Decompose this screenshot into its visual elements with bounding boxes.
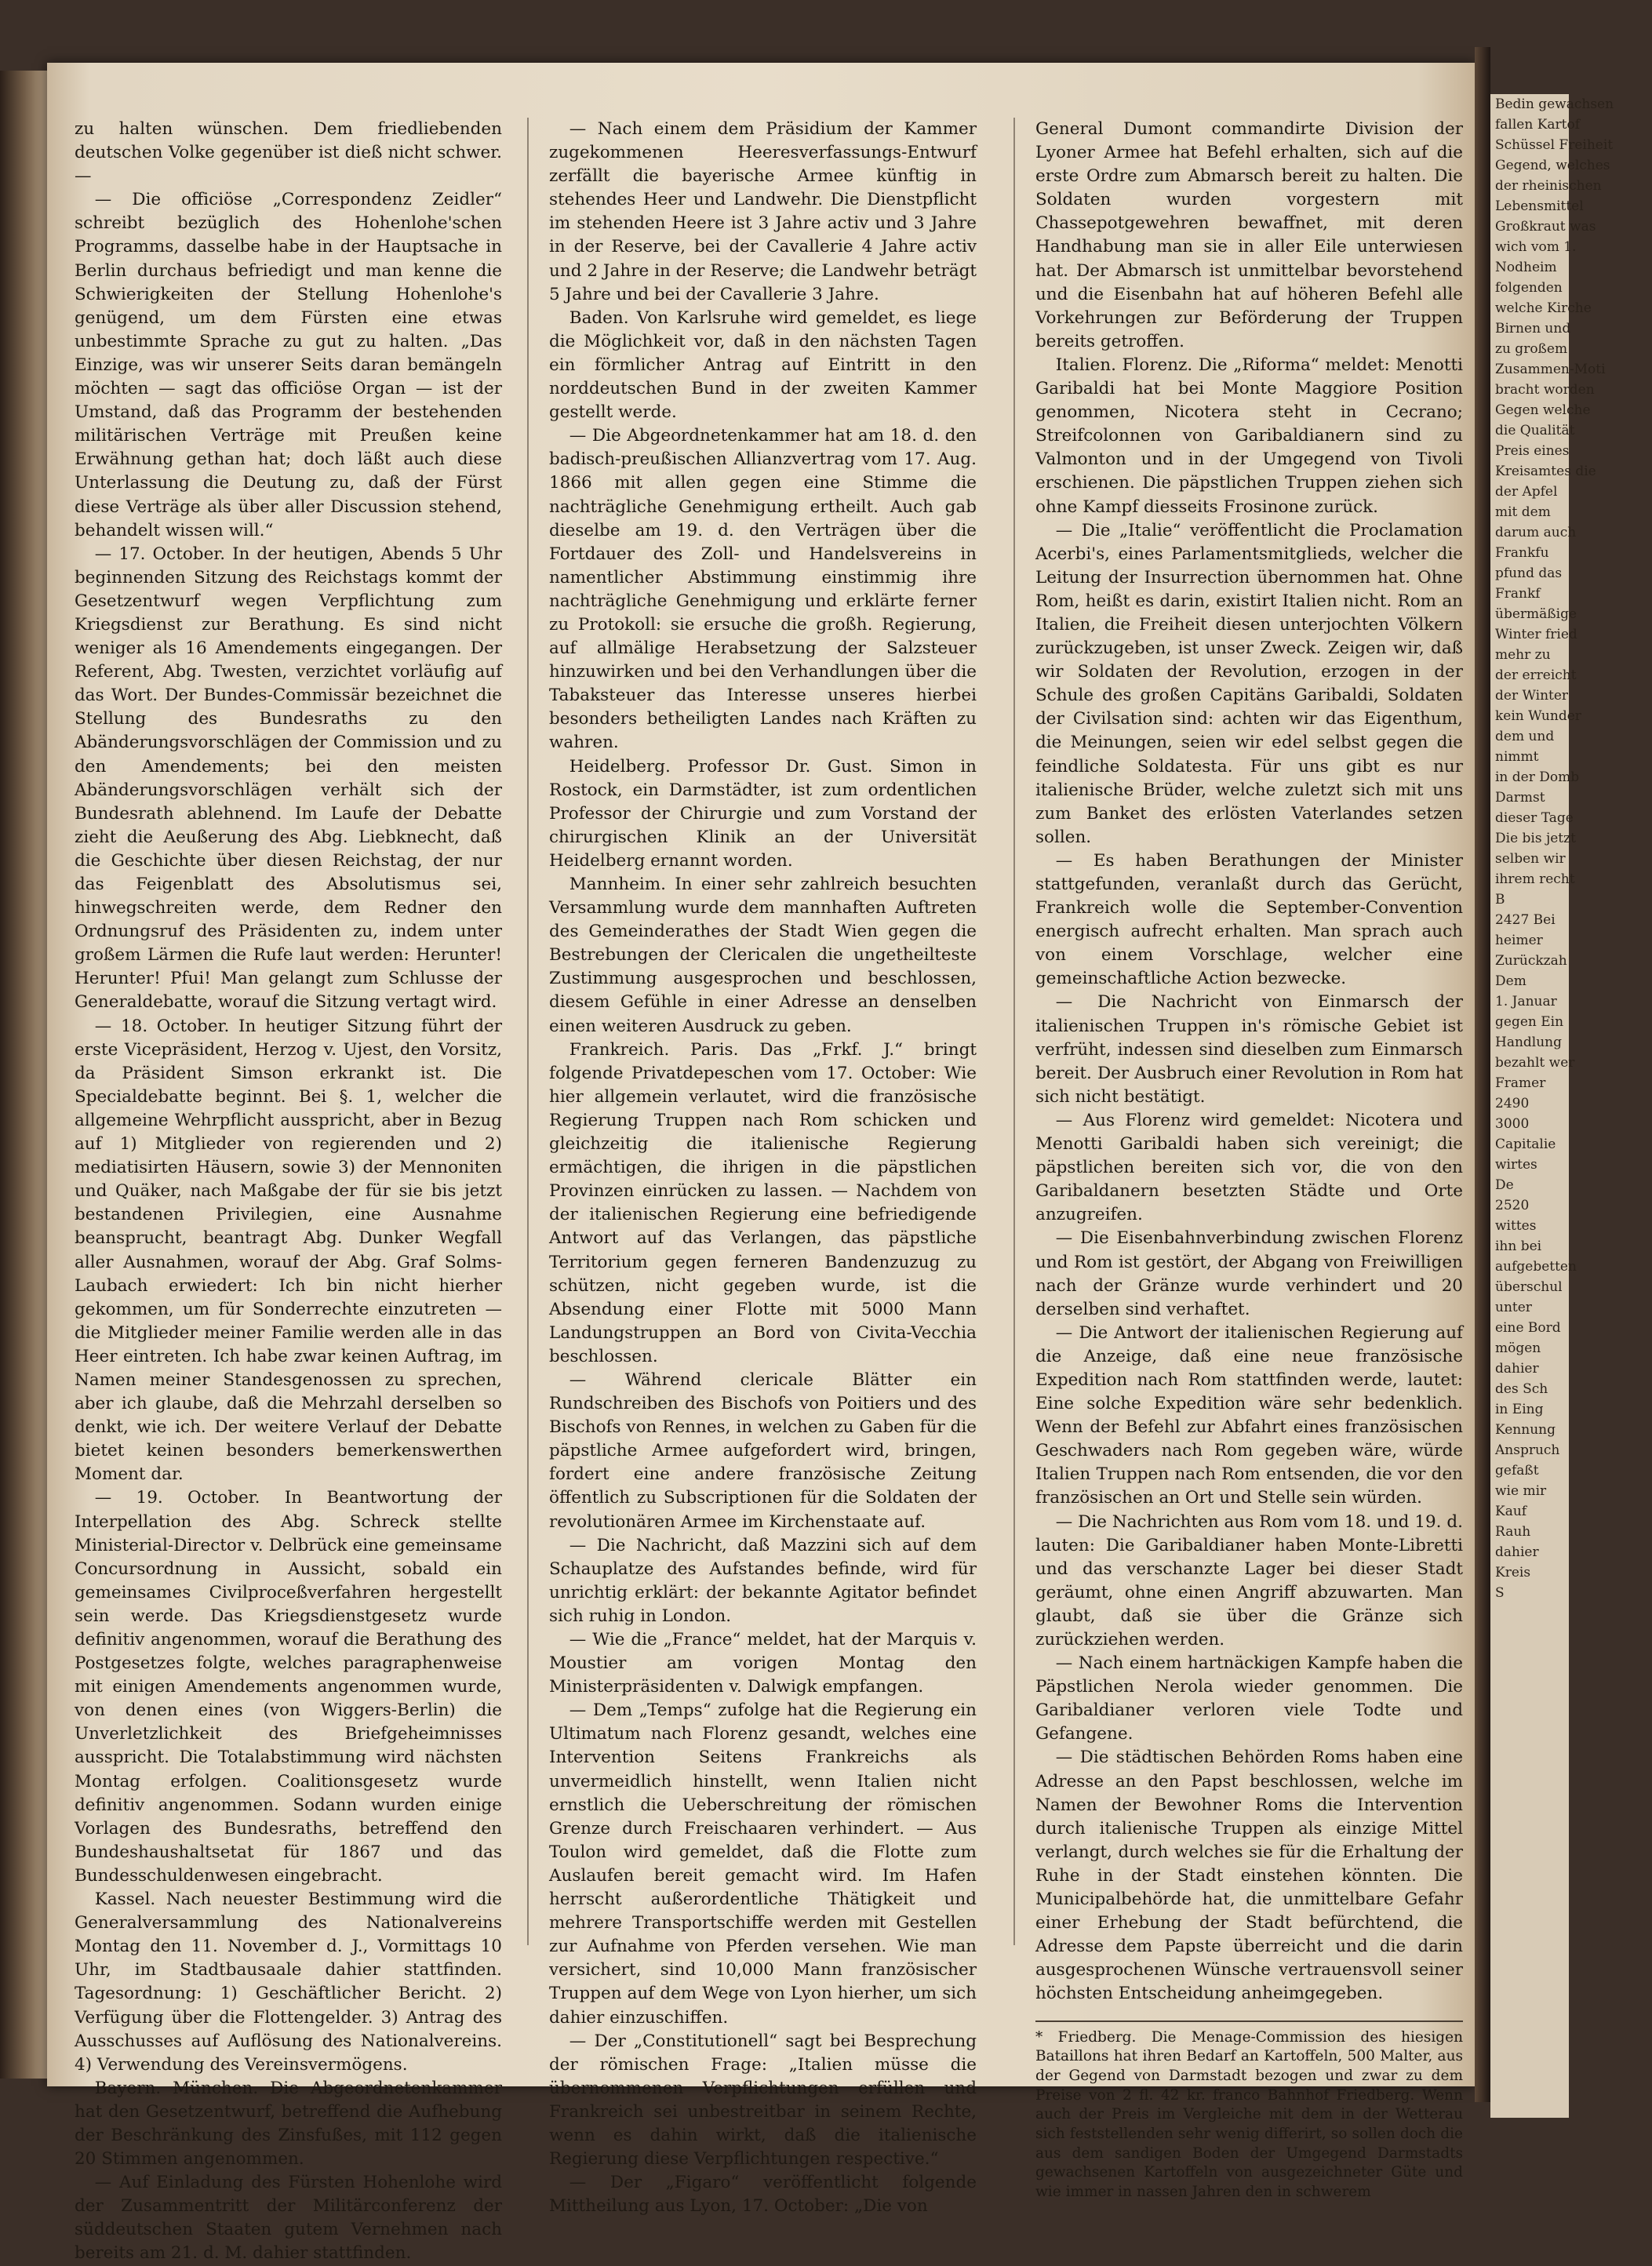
adjacent-page-fragment: Gegen welche: [1495, 402, 1591, 418]
article-paragraph: — Nach einem dem Präsidium der Kammer zugekommenen Heeresverfassungs-Entwurf zerfällt die bayerische Armee künftig in stehendes Heer und Landwehr. Die Dienstpflicht im stehenden Heere ist 3 Jahre activ und 3 Jahre in der Reserve, bei der Cavallerie 4 Jahre activ und 2 Jahre in der Reserve; die Landwehr beträgt 5 Jahre und bei der Cavallerie 3 Jahre.: [549, 119, 977, 304]
gutter: [1475, 47, 1490, 2102]
adjacent-page-fragment: 2427 Bei: [1495, 912, 1556, 928]
article-paragraph: zu halten wünschen. Dem friedliebenden deutschen Volke gegenüber ist dieß nicht schwer. —: [75, 119, 502, 187]
adjacent-page-fragment: Preis eines: [1495, 443, 1570, 459]
adjacent-page-fragment: überschul: [1495, 1279, 1563, 1295]
article-paragraph: Mannheim. In einer sehr zahlreich besuchten Versammlung wurde dem mannhaften Auftreten des Gemeinderathes der Stadt Wien gegen die Bestrebungen der Clericalen die ungetheilteste Zustimmung ausgesprochen und beschlossen, diesem Gefühle in einer Adresse an denselben einen weiteren Ausdruck zu geben.: [549, 875, 977, 1036]
article-paragraph: — Die Nachricht, daß Mazzini sich auf dem Schauplatze des Aufstandes befinde, wird für unrichtig erklärt: der bekannte Agitator befindet sich ruhig in London.: [549, 1535, 977, 1626]
article-paragraph: — Die Nachricht von Einmarsch der italienischen Truppen in's römische Gebiet ist verfrüht, indessen sind dieselben zum Einmarsch bereit. Der Ausbruch einer Revolution in Rom hat sich nicht bestätigt.: [1035, 992, 1463, 1107]
adjacent-page-fragment: bezahlt wer: [1495, 1055, 1575, 1071]
adjacent-page-fragment: dahier: [1495, 1361, 1539, 1377]
adjacent-page-fragment: wittes: [1495, 1218, 1537, 1234]
adjacent-page-fragment: Darmst: [1495, 790, 1545, 806]
footnote: * Friedberg. Die Menage-Commission des hiesigen Bataillons hat ihren Bedarf an Kartoffeln, 500 Malter, aus der Gegend von Darmstadt bezogen und zwar zu dem Preise von 2 fl. 42 kr. franco Bahnhof Friedberg. Wenn auch der Preis im Vergleiche mit dem in der Wetterau sich feststellenden sehr wenig differirt, so sollen doch die aus dem sandigen Boden der Umgegend Darmstadts gewachsenen Kartoffeln von ausgezeichneter Güte und wie immer in nassen Jahren den in schwerem: [1035, 2020, 1463, 2202]
adjacent-page-fragment: De: [1495, 1177, 1514, 1193]
adjacent-page-fragment: Nodheim: [1495, 260, 1557, 275]
article-paragraph: — Nach einem hartnäckigen Kampfe haben die Päpstlichen Nerola wieder genommen. Die Garibaldianer verloren viele Todte und Gefangene.: [1035, 1653, 1463, 1744]
article-paragraph: — Die Antwort der italienischen Regierung auf die Anzeige, daß eine neue französische Expedition nach Rom stattfinden werde, lautet: Eine solche Expedition wäre sehr bedenklich. Wenn der Befehl zur Abfahrt eines französischen Geschwaders nach Rom gegeben wäre, würde Italien Truppen nach Rom entsenden, die vor den französischen an Ort und Stelle sein würden.: [1035, 1322, 1463, 1508]
article-paragraph: General Dumont commandirte Division der Lyoner Armee hat Befehl erhalten, sich auf die erste Ordre zum Abmarsch bereit zu halten. Die Soldaten wurden vorgestern mit Chassepotgewehren bewaffnet, mit deren Handhabung man sie in aller Eile unterwiesen hat. Der Abmarsch ist unmittelbar bevorstehend und die Eisenbahn hat auf höheren Befehl alle Vorkehrungen zur Beförderung der Truppen bereits getroffen.: [1035, 119, 1463, 351]
adjacent-page-fragment: darum auch: [1495, 525, 1577, 540]
article-paragraph: — Dem „Temps“ zufolge hat die Regierung ein Ultimatum nach Florenz gesandt, welches eine Intervention Seitens Frankreichs als unvermeidlich hinstellt, wenn Italien nicht ernstlich die Ueberschreitung der römischen Grenze durch Freischaaren verhindert. — Aus Toulon wird gemeldet, daß die Flotte zum Auslaufen bereit gemacht wird. Im Hafen herrscht außerordentliche Thätigkeit und mehrere Transportschiffe werden mit Gestellen zur Aufnahme von Pferden versehen. Wie man versichert, sind 10,000 Mann französischer Truppen auf dem Wege von Lyon hierher, um sich dahier einzuschiffen.: [549, 1700, 977, 2028]
adjacent-page-fragment: Zusammen-Moti: [1495, 362, 1606, 377]
adjacent-page-fragment: in Eing: [1495, 1402, 1544, 1417]
article-paragraph: — 18. October. In heutiger Sitzung führt der erste Vicepräsident, Herzog v. Ujest, den Vorsitz, da Präsident Simson erkrankt ist. Die Specialdebatte beginnt. Bei §. 1, welcher die allgemeine Wehrpflicht ausspricht, aber in Bezug auf 1) Mitglieder von regierenden und 2) mediatisirten Häusern, sowie 3) der Mennoniten und Quäker, nach Maßgabe der für sie bis jetzt bestandenen Privilegien, eine Ausnahme beansprucht, beantragt Abg. Dunker Wegfall aller Ausnahmen, worauf der Abg. Graf Solms-Laubach erwiedert: Ich bin nicht hierher gekommen, um für Sonderrechte einzutreten — die Mitglieder meiner Familie werden alle in das Heer eintreten. Ich habe zwar keinen Auftrag, im Namen meiner Standesgenossen zu sprechen, aber ich glaube, daß die Mehrzahl derselben so denkt, wie ich. Der weitere Verlauf der Debatte bietet keinen besonders bemerkenswerthen Moment dar.: [75, 1016, 502, 1485]
adjacent-page-fragment: ihn bei: [1495, 1238, 1542, 1254]
article-paragraph: — Die Eisenbahnverbindung zwischen Florenz und Rom ist gestört, der Abgang von Freiwilligen nach der Gränze wurde verhindert und 20 derselben sind verhaftet.: [1035, 1228, 1463, 1319]
adjacent-page-fragment: 3000: [1495, 1116, 1530, 1132]
article-paragraph: — Der „Constitutionell“ sagt bei Besprechung der römischen Frage: „Italien müsse die übernommenen Verpflichtungen erfüllen und Frankreich sei unbestreitbar in seinem Rechte, wenn es dahin wirkt, daß die italienische Regierung diese Verpflichtungen respective.“: [549, 2031, 977, 2170]
column-rule: [1013, 118, 1015, 1945]
article-paragraph: Frankreich. Paris. Das „Frkf. J.“ bringt folgende Privatdepeschen vom 17. October: Wie hier allgemein verlautet, wird die französische Regierung Truppen nach Rom schicken und gleichzeitig die italienische Regierung ermächtigen, die ihrigen in die päpstlichen Provinzen einrücken zu lassen. — Nachdem von der italienischen Regierung eine befriedigende Antwort auf das Verlangen, das päpstliche Territorium gegen ferneren Bandenzuzug zu schützen, nicht gegeben wurde, ist die Absendung einer Flotte mit 5000 Mann Landungstruppen an Bord von Civita-Vecchia beschlossen.: [549, 1039, 977, 1366]
adjacent-page-fragment: aufgebetten: [1495, 1259, 1577, 1275]
article-paragraph: — Aus Florenz wird gemeldet: Nicotera und Menotti Garibaldi haben sich vereinigt; die päpstlichen bereiten sich vor, die von den Garibaldanern besetzten Städte und Orte anzugreifen.: [1035, 1110, 1463, 1225]
adjacent-page-fragment: S: [1495, 1585, 1505, 1601]
adjacent-page-fragment: Großkraut was: [1495, 219, 1596, 235]
adjacent-page-fragment: Kauf: [1495, 1504, 1527, 1519]
adjacent-page-fragment: Birnen und: [1495, 321, 1571, 336]
column-middle: [549, 118, 977, 2218]
adjacent-page-fragment: heimer: [1495, 933, 1543, 948]
adjacent-page-column: [1495, 94, 1652, 1603]
adjacent-page: [1490, 94, 1614, 2118]
adjacent-page-fragment: Gegend, welches: [1495, 158, 1610, 173]
adjacent-page-fragment: mehr zu: [1495, 647, 1551, 663]
adjacent-page-fragment: Kennung: [1495, 1422, 1556, 1438]
article-paragraph: Baden. Von Karlsruhe wird gemeldet, es liege die Möglichkeit vor, daß in den nächsten Tagen ein förmlicher Antrag auf Eintritt in den norddeutschen Bund in der zweiten Kammer gestellt werde.: [549, 307, 977, 423]
adjacent-page-fragment: Die bis jetzt: [1495, 831, 1576, 846]
article-paragraph: — Der „Figaro“ veröffentlicht folgende Mittheilung aus Lyon, 17. October: „Die von: [549, 2173, 977, 2217]
adjacent-page-fragment: die Qualität: [1495, 423, 1575, 438]
adjacent-page-fragment: übermäßige: [1495, 606, 1577, 622]
adjacent-page-fragment: mit dem: [1495, 504, 1551, 520]
adjacent-page-fragment: des Sch: [1495, 1381, 1548, 1397]
adjacent-page-fragment: der rheinischen: [1495, 178, 1602, 194]
article-paragraph: Heidelberg. Professor Dr. Gust. Simon in Rostock, ein Darmstädter, ist zum ordentlichen Professor der Chirurgie und zum Vorstand der chirurgischen Klinik an der Universität Heidelberg ernannt worden.: [549, 756, 977, 871]
adjacent-page-fragment: Capitalie: [1495, 1137, 1556, 1152]
article-paragraph: — Die „Italie“ veröffentlicht die Proclamation Acerbi's, eines Parlamentsmitglieds, welcher die Leitung der Insurrection übernommen hat. Ohne Rom, heißt es darin, existirt Italien nicht. Rom an Italien, die Freiheit diesen unterjochten Völkern zurückzugeben, ist unser Zweck. Zeigen wir, daß wir Soldaten der Revolution, erzogen in der Schule des großen Capitäns Garibaldi, Soldaten der Civilsation sind: achten wir das Eigenthum, die Meinungen, seien wir edel selbst gegen die feindliche Soldatesta. Für uns gibt es nur italienische Brüder, welche zuletzt sich mit uns zum Banket des erlösten Vaterlandes setzen sollen.: [1035, 520, 1463, 847]
adjacent-page-fragment: Kreis: [1495, 1565, 1531, 1580]
adjacent-page-fragment: gefaßt: [1495, 1463, 1539, 1479]
adjacent-page-fragment: kein Wunder: [1495, 708, 1581, 724]
column-rule: [527, 118, 529, 1945]
adjacent-page-fragment: Handlung: [1495, 1035, 1563, 1050]
article-paragraph: — Die officiöse „Correspondenz Zeidler“ schreibt bezüglich des Hohenlohe'schen Programms, dasselbe habe in der Hauptsache in Berlin durchaus befriedigt und man kenne die Schwierigkeiten der Stellung Hohenlohe's genügend, um dem Fürsten eine etwas unbestimmte Sprache zu gut zu halten. „Das Einzige, was wir unserer Seits daran bemängeln möchten — sagt das officiöse Organ — ist der Umstand, daß das Programm der bestehenden militärischen Verträge mit Preußen keine Erwähnung gethan hat; doch läßt auch diese Unterlassung die Deutung zu, daß der Fürst diese Verträge als über aller Discussion stehend, behandelt wissen will.“: [75, 190, 502, 540]
adjacent-page-fragment: 2520: [1495, 1198, 1530, 1213]
adjacent-page-fragment: gegen Ein: [1495, 1014, 1564, 1030]
adjacent-page-fragment: B: [1495, 892, 1505, 907]
adjacent-page-fragment: zu großem: [1495, 341, 1568, 357]
adjacent-page-fragment: 2490: [1495, 1096, 1530, 1111]
adjacent-page-fragment: mögen: [1495, 1340, 1541, 1356]
adjacent-page-fragment: pfund das: [1495, 566, 1563, 581]
adjacent-page-fragment: wirtes: [1495, 1157, 1537, 1173]
adjacent-page-fragment: Bedin gewachsen: [1495, 96, 1614, 112]
adjacent-page-fragment: Lebensmittel: [1495, 198, 1584, 214]
adjacent-page-fragment: Frankfu: [1495, 545, 1549, 561]
adjacent-page-fragment: unter: [1495, 1300, 1532, 1315]
adjacent-page-fragment: Winter fried: [1495, 627, 1577, 642]
adjacent-page-fragment: bracht worden: [1495, 382, 1595, 398]
article-paragraph: — Die Nachrichten aus Rom vom 18. und 19. d. lauten: Die Garibaldianer haben Monte-Libretti und das verschanzte Lager bei dieser Stadt geräumt, ohne einen Angriff abzuwarten. Man glaubt, daß sie über die Gränze sich zurückziehen werden.: [1035, 1511, 1463, 1649]
article-paragraph: — 17. October. In der heutigen, Abends 5 Uhr beginnenden Sitzung des Reichstags kommt der Gesetzentwurf wegen Verpflichtung zum Kriegsdienst zur Berathung. Es sind nicht weniger als 16 Amendements eingegangen. Der Referent, Abg. Twesten, verzichtet vorläufig auf das Wort. Der Bundes-Commissär bezeichnet die Stellung des Bundesraths zu den Abänderungsvorschlägen der Commission und zu den Amendements; bei den meisten Abänderungsvorschlägen verhält sich der Bundesrath ablehnend. Im Laufe der Debatte zieht die Aeußerung des Abg. Liebknecht, daß die Geschichte über diesen Reichstag, der nur das Feigenblatt des Absolutismus sei, hinwegschreiten werde, dem Redner den Ordnungsruf des Präsidenten zu, indem unter großem Lärmen die Rufe laut werden: Herunter! Herunter! Pfui! Man gelangt zum Schlusse der Generaldebatte, worauf die Sitzung vertagt wird.: [75, 544, 502, 1013]
adjacent-page-fragment: der Winter: [1495, 688, 1569, 704]
article-paragraph: Italien. Florenz. Die „Riforma“ meldet: Menotti Garibaldi hat bei Monte Maggiore Position genommen, Nicotera steht in Cecrano; Streifcolonnen von Garibaldianern sind zu Valmonton und in der Umgegend von Tivoli erschienen. Die päpstlichen Truppen ziehen sich ohne Kampf diesseits Frosinone zurück.: [1035, 355, 1463, 517]
adjacent-page-fragment: selben wir: [1495, 851, 1566, 867]
article-paragraph: — Die städtischen Behörden Roms haben eine Adresse an den Papst beschlossen, welche im Namen der Bewohner Roms die Intervention durch italienische Truppen als einzige Mittel verlangt, durch welches sie für die Erhaltung der Ruhe in der Stadt einstehen könnten. Die Municipalbehörde hat, die unmittelbare Gefahr einer Erhebung der Stadt befürchtend, die Adresse dem Papste überreicht und die darin ausgesprochenen Wünsche vertrauensvoll seiner höchsten Entscheidung anheimgegeben.: [1035, 1748, 1463, 2004]
article-paragraph: — Während clericale Blätter ein Rundschreiben des Bischofs von Poitiers und des Bischofs von Rennes, in welchen zu Gaben für die päpstliche Armee aufgefordert wird, bringen, fordert eine andere französische Zeitung öffentlich zu Subscriptionen für die Soldaten der revolutionären Armee im Kirchenstaate auf.: [549, 1369, 977, 1532]
adjacent-page-fragment: Zurückzah: [1495, 953, 1567, 969]
adjacent-page-fragment: dahier: [1495, 1544, 1539, 1560]
adjacent-page-fragment: wie mir: [1495, 1483, 1547, 1499]
article-paragraph: Bayern. München. Die Abgeordnetenkammer hat den Gesetzentwurf, betreffend die Aufhebung der Beschränkung des Zinsfußes, mit 112 gegen 20 Stimmen angenommen.: [75, 2078, 502, 2170]
article-paragraph: — Es haben Berathungen der Minister stattgefunden, veranlaßt durch das Gerücht, Frankreich wolle die September-Convention energisch aufrecht erhalten. Man sprach auch von einem Vorschlage, welcher eine gemeinschaftliche Action bezwecke.: [1035, 850, 1463, 989]
adjacent-page-fragment: dem und: [1495, 729, 1555, 744]
adjacent-page-fragment: Framer: [1495, 1075, 1546, 1091]
article-paragraph: — 19. October. In Beantwortung der Interpellation des Abg. Schreck stellte Ministerial-Director v. Delbrück eine gemeinsame Concursordnung in Aussicht, sobald ein gemeinsames Civilproceßverfahren hergestellt sein werde. Das Kriegsdienstgesetz wurde definitiv angenommen, worauf die Berathung des Postgesetzes folgte, welches paragraphenweise mit einigen Amendements angenommen wurde, von denen eines (von Wiggers-Berlin) die Unverletzlichkeit des Briefgeheimnisses ausspricht. Die Totalabstimmung wird nächsten Montag erfolgen. Coalitionsgesetz wurde definitiv angenommen. Sodann wurden einige Vorlagen des Bundesraths, betreffend den Bundeshaushaltsetat für 1867 und das Bundesschuldenwesen eingebracht.: [75, 1488, 502, 1886]
adjacent-page-fragment: fallen Kartof: [1495, 117, 1581, 133]
adjacent-page-fragment: der erreicht: [1495, 667, 1577, 683]
adjacent-page-fragment: in der Domb: [1495, 769, 1580, 785]
column-right-body: [1035, 118, 1463, 2006]
adjacent-page-fragment: Frankf: [1495, 586, 1541, 602]
adjacent-page-fragment: Schüssel Freiheit: [1495, 137, 1614, 153]
adjacent-page-fragment: welche Kirche: [1495, 300, 1592, 316]
adjacent-page-fragment: eine Bord: [1495, 1320, 1561, 1336]
article-paragraph: — Auf Einladung des Fürsten Hohenlohe wird der Zusammentritt der Militärconferenz der süddeutschen Staaten gutem Vernehmen nach bereits am 21. d. M. dahier stattfinden.: [75, 2173, 502, 2264]
adjacent-page-fragment: nimmt: [1495, 749, 1539, 765]
column-left: [75, 118, 502, 2266]
adjacent-page-fragment: Kreisamtes die: [1495, 464, 1596, 479]
article-paragraph: — Wie die „France“ meldet, hat der Marquis v. Moustier am vorigen Montag den Ministerpräsidenten v. Dalwigk empfangen.: [549, 1630, 977, 1697]
adjacent-page-fragment: ihrem recht: [1495, 871, 1575, 887]
article-paragraph: Kassel. Nach neuester Bestimmung wird die Generalversammlung des Nationalvereins Montag den 11. November d. J., Vormittags 10 Uhr, im Stadtbausaale dahier stattfinden. Tagesordnung: 1) Geschäftlicher Bericht. 2) Verfügung über die Flottengelder. 3) Antrag des Ausschusses auf Auflösung des Nationalvereins. 4) Verwendung des Vereinsvermögens.: [75, 1890, 502, 2075]
adjacent-page-fragment: Anspruch: [1495, 1442, 1560, 1458]
adjacent-page-fragment: folgenden: [1495, 280, 1563, 296]
adjacent-page-fragment: wich vom 1.: [1495, 239, 1577, 255]
article-paragraph: — Die Abgeordnetenkammer hat am 18. d. den badisch-preußischen Allianzvertrag vom 17. Aug. 1866 mit allen gegen eine Stimme die nachträgliche Genehmigung ertheilt. Auch gab dieselbe am 19. d. den Verträgen über die Fortdauer des Zoll- und Handelsvereins in namentlicher Abstimmung einstimmig ihre nachträgliche Genehmigung und erklärte ferner zu Protokoll: sie ersuche die großh. Regierung, auf allmälige Herabsetzung der Salzsteuer hinzuwirken und bei den Verhandlungen über die Tabaksteuer das Interesse unseres hierbei besonders betheiligten Landes nach Kräften zu wahren.: [549, 426, 977, 753]
adjacent-page-fragment: Dem: [1495, 973, 1526, 989]
adjacent-page-fragment: dieser Tage: [1495, 810, 1574, 826]
adjacent-page-fragment: 1. Januar: [1495, 994, 1557, 1009]
adjacent-page-fragment: der Apfel: [1495, 484, 1558, 500]
column-right: [1035, 118, 1463, 2202]
adjacent-page-fragment: Rauh: [1495, 1524, 1531, 1540]
